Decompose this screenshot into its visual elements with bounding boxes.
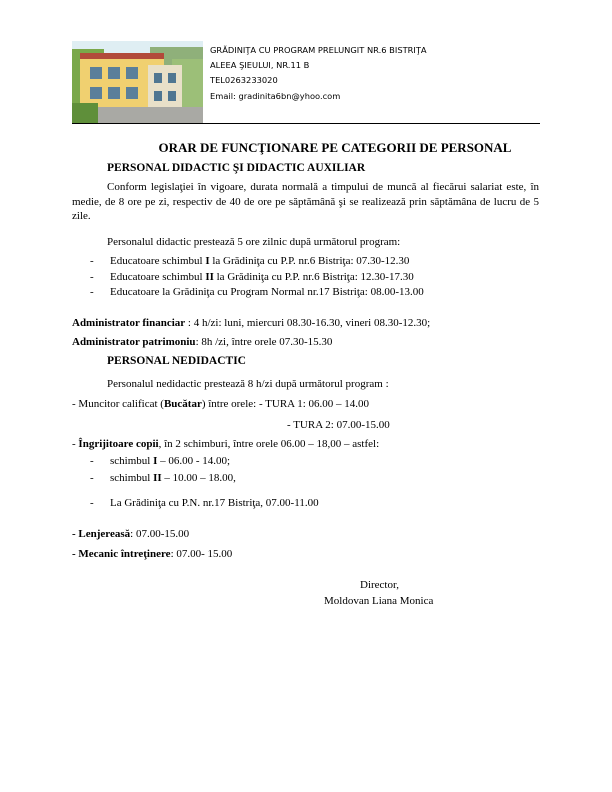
signature-name: Moldovan Liana Monica: [324, 595, 434, 607]
list-item: - La Grădiniţa cu P.N. nr.17 Bistriţa, 07.00-11.00: [90, 497, 319, 509]
school-name: GRĂDINIŢA CU PROGRAM PRELUNGIT NR.6 BISTRIŢA: [210, 45, 427, 55]
mecanic-line: - Mecanic întreţinere: 07.00- 15.00: [72, 548, 233, 560]
didactic-intro: Personalul didactic prestează 5 ore zilnic după următorul program:: [107, 236, 401, 248]
list-item: - schimbul II – 10.00 – 18.00,: [90, 472, 236, 484]
list-item: - Educatoare schimbul I la Grădiniţa cu P.P. nr.6 Bistriţa: 07.30-12.30: [90, 255, 410, 267]
school-address: ALEEA ŞIEULUI, NR.11 B: [210, 60, 310, 71]
section-heading-nedidactic: PERSONAL NEDIDACTIC: [107, 355, 246, 367]
lenjereasa-line: - Lenjereasă: 07.00-15.00: [72, 528, 190, 540]
school-phone: TEL0263233020: [210, 75, 278, 86]
school-email: Email: gradinita6bn@yhoo.com: [210, 90, 341, 101]
ingrijitoare-line: - Îngrijitoare copii, în 2 schimburi, între orele 06.00 – 18,00 – astfel:: [72, 438, 380, 450]
header-divider: [72, 123, 540, 124]
section-heading-didactic: PERSONAL DIDACTIC ŞI DIDACTIC AUXILIAR: [107, 162, 366, 174]
list-item: - Educatoare schimbul II la Grădiniţa cu P.P. nr.6 Bistriţa: 12.30-17.30: [90, 270, 414, 283]
header-contact-block: [210, 43, 427, 104]
signature-role: Director,: [360, 579, 399, 591]
tura2-line: - TURA 2: 07.00-15.00: [287, 419, 390, 431]
didactic-schedule-list: [90, 255, 424, 302]
intro-paragraph: Conform legislaţiei în vigoare, durata normală a timpului de muncă al fiecărui salariat este, în medie, de 8 ore pe zi, respectiv de 40 de ore pe săptămână şi se realizează prin săptămâna de lucru de 5 zile.: [72, 181, 539, 222]
admin-patrimoniu-line: Administrator patrimoniu: 8h /zi, între orele 07.30-15.30: [72, 336, 333, 348]
admin-financiar-line: Administrator financiar : 4 h/zi: luni, miercuri 08.30-16.30, vineri 08.30-12.30;: [72, 317, 431, 329]
kindergarten-building-photo: [72, 41, 203, 123]
list-item: - Educatoare la Grădiniţa cu Program Normal nr.17 Bistriţa: 08.00-13.00: [90, 286, 424, 298]
nedidactic-intro: Personalul nedidactic prestează 8 h/zi după următorul program :: [107, 378, 389, 390]
muncitor-line: - Muncitor calificat (Bucătar) între orele: - TURA 1: 06.00 – 14.00: [72, 398, 370, 410]
list-item: - schimbul I – 06.00 - 14.00;: [90, 455, 231, 467]
page-title: ORAR DE FUNCŢIONARE PE CATEGORII DE PERSONAL: [158, 140, 512, 155]
